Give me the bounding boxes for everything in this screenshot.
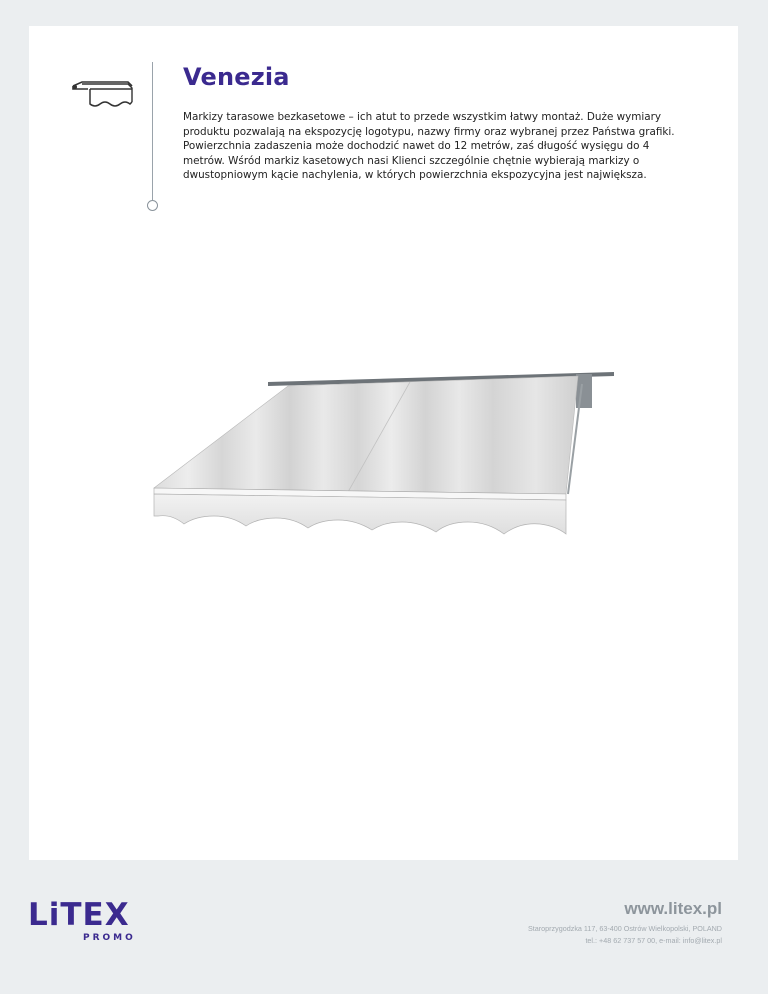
litex-promo-logo (28, 897, 152, 943)
website-link[interactable]: www.litex.pl (624, 899, 722, 918)
svg-text:LiTEX: LiTEX (28, 897, 130, 933)
product-description: Markizy tarasowe bezkasetowe – ich atut to przede wszystkim łatwy montaż. Duże wymiary produktu pozwalają na ekspozycję logotypu, nazwy firmy oraz wybranej przez Państwa grafiki. Powierzchnia zadaszenia może dochodzić nawet do 12 metrów, zaś długość wysięgu do 4 metrów. Wśród markiz kasetowych nasi Klienci szczególnie chętnie wybierają markizy o dwustopniowym kącie nachylenia, w których powierzchnia ekspozycyjna jest największa. (183, 111, 675, 182)
company-contact: tel.: +48 62 737 57 00, e-mail: info@litex.pl (585, 936, 722, 945)
product-title: Venezia (183, 63, 290, 91)
timeline-dot (147, 200, 158, 211)
awning-icon (70, 74, 134, 114)
timeline-line (152, 62, 153, 200)
company-address: Staroprzygodzka 117, 63-400 Ostrów Wielkopolski, POLAND (527, 924, 722, 933)
svg-text:PROMO: PROMO (83, 933, 136, 943)
awning-product-image (148, 366, 618, 538)
